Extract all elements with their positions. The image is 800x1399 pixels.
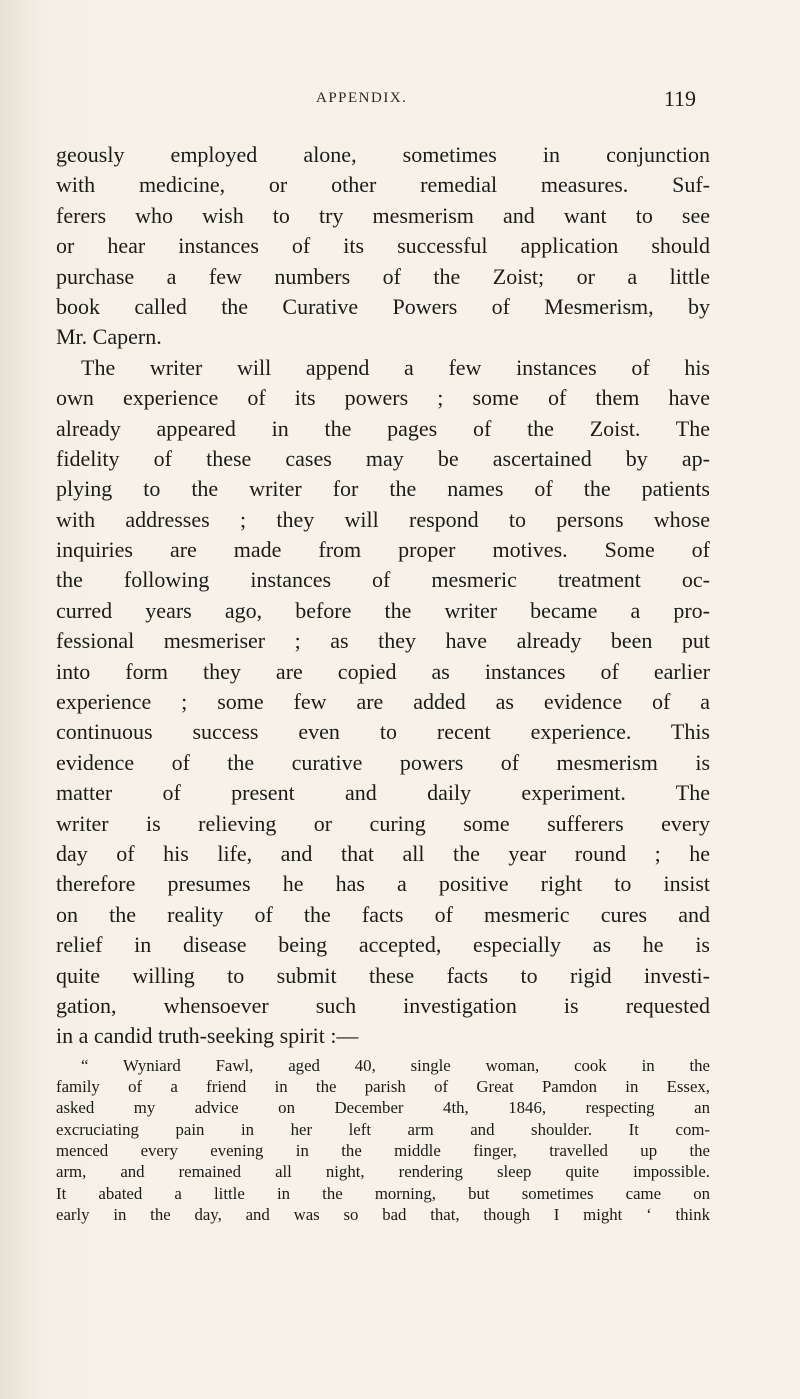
text-line: purchase a few numbers of the Zoist; or a little	[56, 263, 710, 289]
text-line: therefore presumes he has a positive right to insist	[56, 871, 710, 897]
text-line: on the reality of the facts of mesmeric cures and	[56, 901, 710, 927]
text-line: ferers who wish to try mesmerism and want to see	[56, 202, 710, 228]
quote-line: arm, and remained all night, rendering sleep quite impossible.	[56, 1162, 710, 1182]
text-line: relief in disease being accepted, especially as he is	[56, 932, 710, 958]
text-line: experience ; some few are added as evidence of a	[56, 689, 710, 715]
text-line: own experience of its powers ; some of them have	[56, 385, 710, 411]
text-line: day of his life, and that all the year round ; he	[56, 840, 710, 866]
quote-line: asked my advice on December 4th, 1846, respecting an	[56, 1098, 710, 1118]
text-line: The writer will append a few instances of his	[81, 354, 710, 380]
quote-line: “ Wyniard Fawl, aged 40, single woman, cook in the	[81, 1055, 710, 1075]
text-line: the following instances of mesmeric treatment oc-	[56, 567, 710, 593]
text-line: matter of present and daily experiment. The	[56, 780, 710, 806]
text-line: or hear instances of its successful application should	[56, 233, 710, 259]
text-line: plying to the writer for the names of the patients	[56, 476, 710, 502]
text-line: curred years ago, before the writer became a pro-	[56, 597, 710, 623]
quote-line: excruciating pain in her left arm and shoulder. It com-	[56, 1119, 710, 1139]
text-line: quite willing to submit these facts to rigid investi-	[56, 962, 710, 988]
text-line: inquiries are made from proper motives. Some of	[56, 537, 710, 563]
text-line: already appeared in the pages of the Zoist. The	[56, 415, 710, 441]
text-line: evidence of the curative powers of mesmerism is	[56, 749, 710, 775]
text-line: in a candid truth-seeking spirit :—	[56, 1023, 359, 1049]
quote-line: early in the day, and was so bad that, though I might ‘ think	[56, 1204, 710, 1224]
text-line: Mr. Capern.	[56, 324, 162, 350]
text-line: gation, whensoever such investigation is requested	[56, 992, 710, 1018]
text-line: geously employed alone, sometimes in conjunction	[56, 142, 710, 167]
running-head: APPENDIX.	[316, 90, 408, 106]
text-line: fidelity of these cases may be ascertained by ap-	[56, 445, 710, 471]
main-paragraphs	[56, 140, 710, 1052]
text-line: into form they are copied as instances of earlier	[56, 658, 710, 684]
page-number: 119	[663, 86, 696, 111]
quote-line: family of a friend in the parish of Great Pamdon in Essex,	[56, 1077, 710, 1097]
text-line: continuous success even to recent experience. This	[56, 719, 710, 745]
text-line: with medicine, or other remedial measures. Suf-	[56, 172, 710, 198]
page-header	[316, 86, 696, 120]
quote-line: It abated a little in the morning, but sometimes came on	[56, 1183, 710, 1203]
quote-line: menced every evening in the middle finger, travelled up the	[56, 1140, 710, 1160]
body-text	[56, 140, 710, 1225]
case-quote	[56, 1055, 710, 1225]
text-line: with addresses ; they will respond to persons whose	[56, 506, 710, 532]
text-line: writer is relieving or curing some sufferers every	[56, 810, 710, 836]
text-line: book called the Curative Powers of Mesmerism, by	[56, 293, 710, 319]
text-line: fessional mesmeriser ; as they have already been put	[56, 628, 710, 654]
